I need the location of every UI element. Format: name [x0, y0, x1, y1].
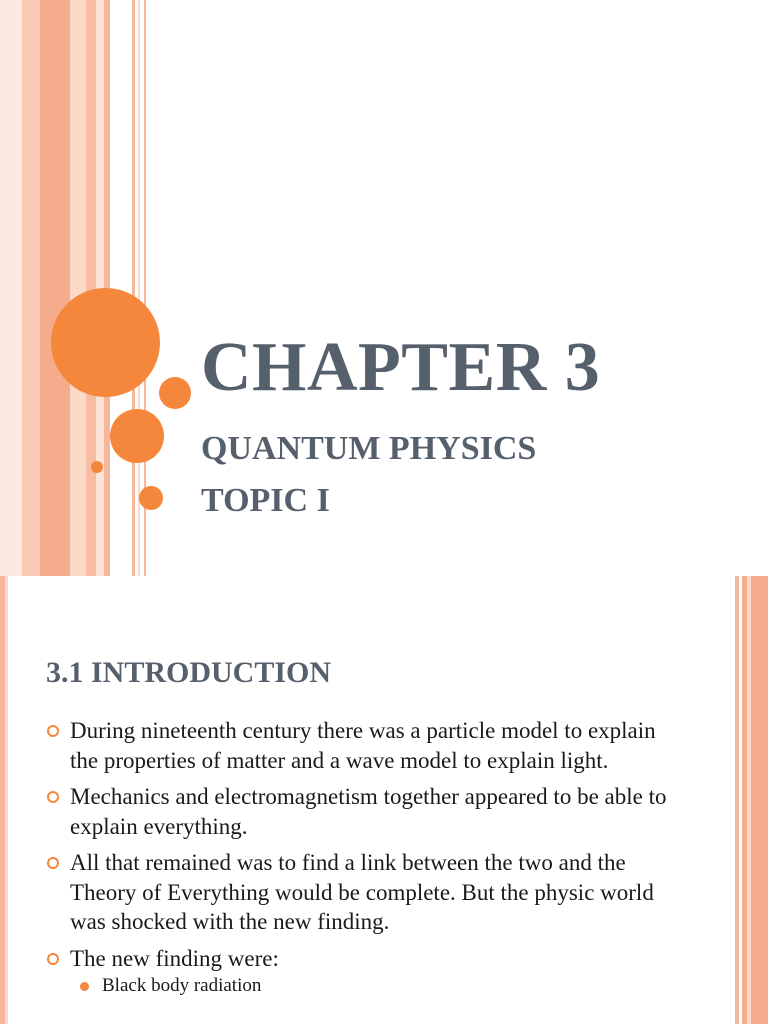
- subtitle-line-1: QUANTUM PHYSICS: [201, 430, 537, 467]
- bullet-text: Mechanics and electromagnetism together appeared to be able to explain everything.: [70, 784, 667, 839]
- bullet-ring-icon: [47, 953, 59, 965]
- decorative-circle-tiny: [91, 461, 103, 473]
- decorative-circle-large: [51, 288, 160, 397]
- bullet-text: During nineteenth century there was a particle model to explain the properties of matter and a wave model to explain light.: [70, 718, 656, 773]
- left-accent-bar: [0, 576, 12, 1024]
- decorative-circle-medium: [110, 409, 164, 463]
- list-item: [46, 848, 686, 937]
- bullet-ring-icon: [47, 857, 59, 869]
- decorative-circle-small: [159, 377, 191, 409]
- decorative-stripes: [0, 0, 150, 576]
- bullet-list: [46, 716, 686, 1006]
- content-slide: [0, 576, 768, 1024]
- bullet-text: All that remained was to find a link between the two and the Theory of Everything would be complete. But the physic world was shocked with the new finding.: [70, 850, 654, 934]
- sub-bullet-list: [70, 973, 686, 999]
- chapter-title: CHAPTER 3: [201, 329, 601, 406]
- bullet-dot-icon: [80, 982, 89, 991]
- decorative-circle-small-2: [139, 486, 163, 510]
- section-heading: 3.1 INTRODUCTION: [46, 656, 332, 689]
- sub-bullet-text: Black body radiation: [102, 975, 262, 996]
- decorative-stripes-right: [735, 576, 768, 1024]
- slide-body: [0, 576, 735, 1024]
- bullet-ring-icon: [47, 725, 59, 737]
- list-item: [46, 716, 686, 775]
- list-item: [46, 782, 686, 841]
- bullet-ring-icon: [47, 791, 59, 803]
- subtitle-line-2: TOPIC I: [201, 482, 330, 519]
- list-item: [46, 944, 686, 1000]
- bullet-text: The new finding were:: [70, 945, 279, 971]
- sub-list-item: [70, 973, 686, 999]
